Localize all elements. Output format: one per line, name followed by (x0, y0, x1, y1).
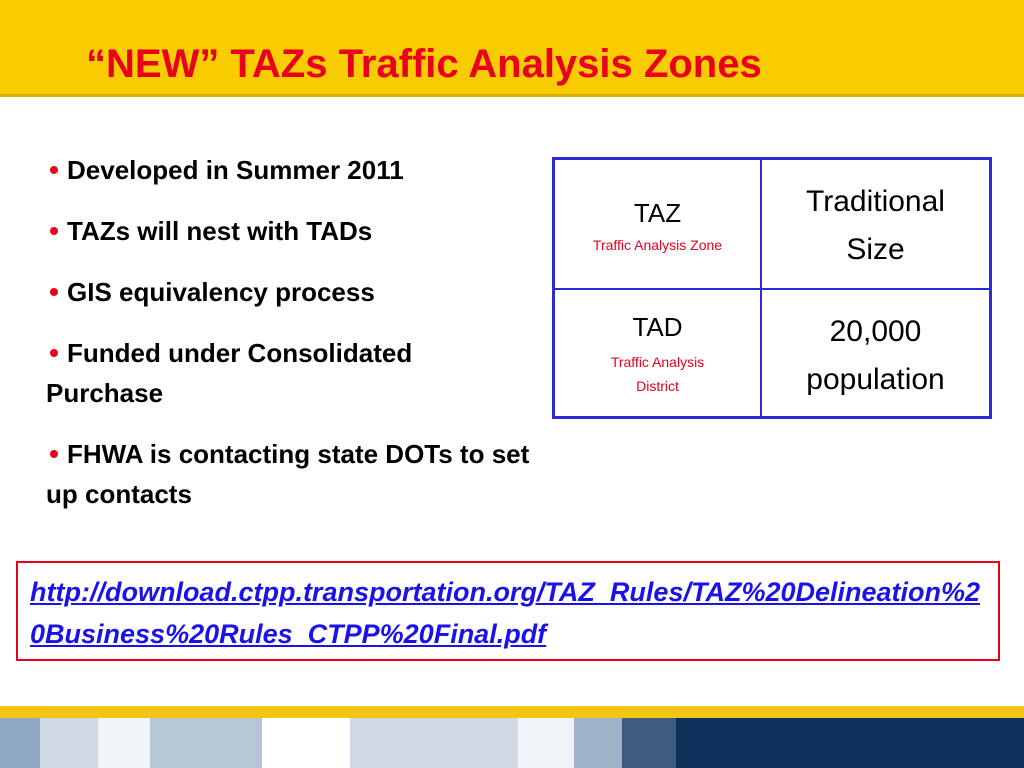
tad-term-full: Traffic Analysis District (610, 354, 705, 394)
table-cell-tad-value (762, 290, 989, 416)
footer-block (350, 718, 518, 768)
bullet-dot-icon (50, 288, 58, 296)
table-cell-taz (555, 160, 762, 290)
link-box (16, 561, 1000, 661)
bullet-dot-icon (50, 450, 58, 458)
footer-block (574, 718, 622, 768)
tad-term: TAD (632, 312, 683, 342)
footer-block (98, 718, 150, 768)
bullet-item: GIS equivalency process (46, 272, 536, 312)
bullet-item: TAZs will nest with TADs (46, 211, 536, 251)
bullet-list (46, 150, 536, 535)
taz-value: Traditional Size (806, 185, 945, 266)
slide-title: “NEW” TAZs Traffic Analysis Zones (86, 42, 762, 86)
taz-tad-table (552, 157, 992, 419)
footer-block (676, 718, 1024, 768)
footer-block (40, 718, 98, 768)
taz-term-full: Traffic Analysis Zone (592, 237, 723, 253)
table-cell-taz-value (762, 160, 989, 290)
footer-block (150, 718, 262, 768)
taz-term: TAZ (633, 198, 682, 228)
bullet-dot-icon (50, 227, 58, 235)
footer-band (0, 706, 1024, 768)
footer-block (518, 718, 574, 768)
header-band (0, 0, 1024, 97)
footer-block (0, 718, 40, 768)
tad-value: 20,000 population (806, 315, 945, 396)
bullet-dot-icon (50, 166, 58, 174)
bullet-dot-icon (50, 349, 58, 357)
footer-gold-stripe (0, 706, 1024, 718)
document-link[interactable]: http://download.ctpp.transportation.org/TAZ_Rules/TAZ%20Delineation%20Business%20Rules_CTPP%20Final.pdf (30, 577, 981, 649)
footer-block (622, 718, 676, 768)
table-cell-tad (555, 290, 762, 416)
bullet-item: Developed in Summer 2011 (46, 150, 536, 190)
bullet-item: Funded under Consolidated Purchase (46, 338, 413, 408)
footer-block (262, 718, 350, 768)
bullet-item: FHWA is contacting state DOTs to set up contacts (46, 439, 530, 509)
